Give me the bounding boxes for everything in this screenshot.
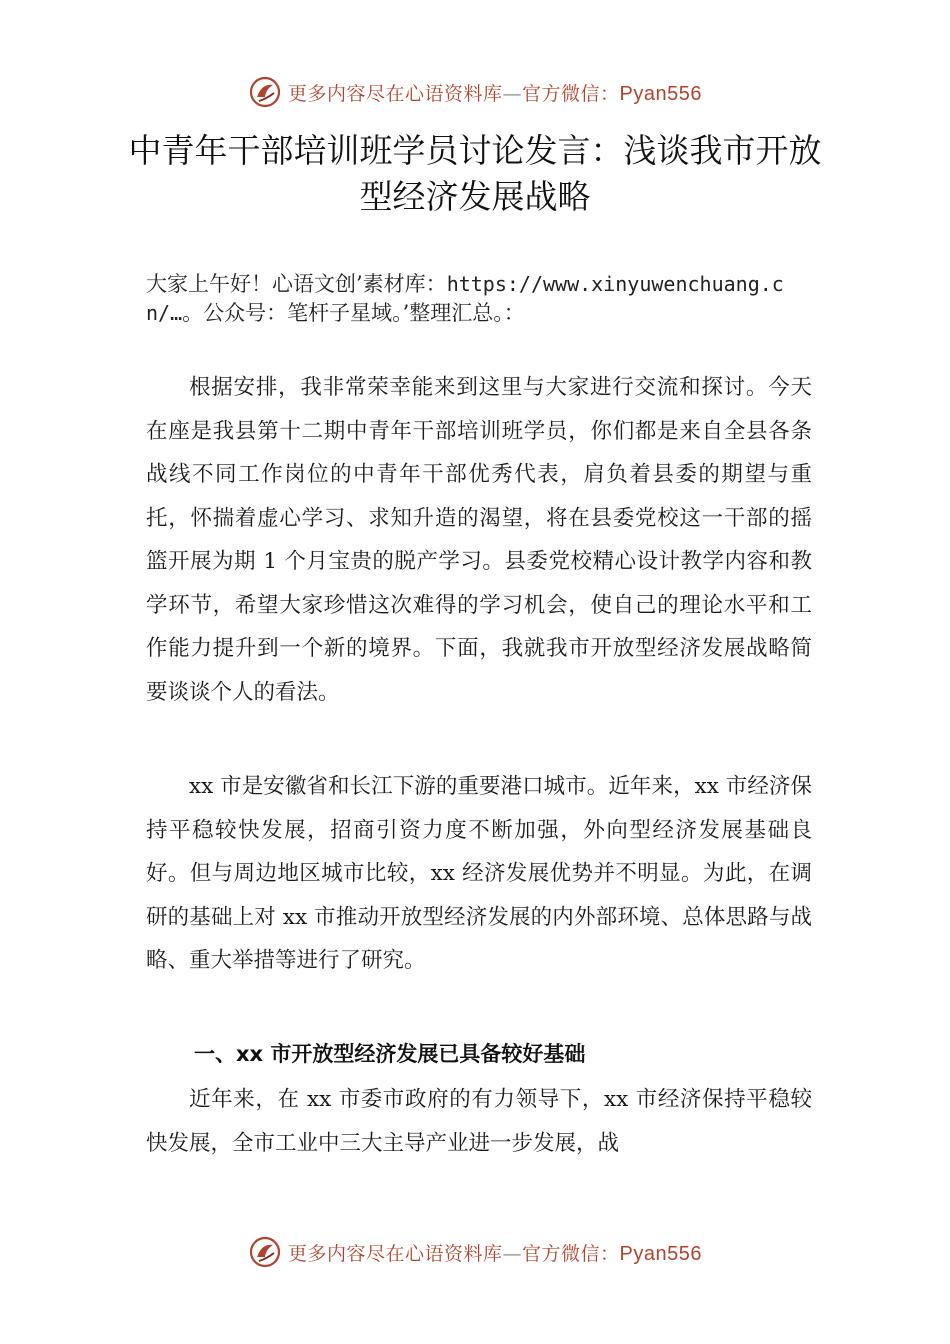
watermark-id: Pyan556 <box>619 82 702 105</box>
watermark-main: 更多内容尽在心语资料库 <box>288 1242 503 1265</box>
logo-icon <box>248 75 282 109</box>
watermark-dash: — <box>502 1242 523 1265</box>
intro-rest: 。公众号：笔杆子星域。’整理汇总。： <box>182 301 525 325</box>
paragraph-3: 近年来，在 xx 市委市政府的有力领导下，xx 市经济保持平稳较快发展，全市工业中三大主导产业进一步发展，战 <box>146 1087 812 1156</box>
intro-line <box>146 270 836 328</box>
watermark-dash: — <box>502 82 523 105</box>
section-heading-1: 一、xx 市开放型经济发展已具备较好基础 <box>194 1042 586 1066</box>
watermark-wechat: 官方微信： <box>522 1242 620 1265</box>
logo-icon <box>248 1235 282 1269</box>
document-title: 中青年干部培训班学员讨论发言：浅谈我市开放型经济发展战略 <box>128 131 822 216</box>
watermark-main: 更多内容尽在心语资料库 <box>288 82 503 105</box>
watermark-wechat: 官方微信： <box>522 82 620 105</box>
watermark-text <box>288 1239 702 1266</box>
intro-greeting: 大家上午好！心语文创’素材库： <box>146 272 447 296</box>
paragraph-2: xx 市是安徽省和长江下游的重要港口城市。近年来，xx 市经济保持平稳较快发展，招商引资力度不断加强，外向型经济发展基础良好。但与周边地区城市比较，xx 经济发展优势并不明显。为此，在调研的基础上对 xx 市推动开放型经济发展的内外部环境、总体思路与战略、重大举措等进行了研究。 <box>146 774 812 973</box>
watermark-id: Pyan556 <box>619 1242 702 1265</box>
header-watermark <box>0 72 950 112</box>
intro-url: https://www.xinyuwenchuang.cn/… <box>146 272 784 325</box>
footer-watermark <box>0 1232 950 1272</box>
watermark-text <box>288 79 702 106</box>
paragraph-1: 根据安排，我非常荣幸能来到这里与大家进行交流和探讨。今天在座是我县第十二期中青年干部培训班学员，你们都是来自全县各条战线不同工作岗位的中青年干部优秀代表，肩负着县委的期望与重托，怀揣着虚心学习、求知升造的渴望，将在县委党校这一干部的摇篮开展为期 1 个月宝贵的脱产学习。县委党校精心设计教学内容和教学环节，希望大家珍惜这次难得的学习机会，使自己的理论水平和工作能力提升到一个新的境界。下面，我就我市开放型经济发展战略简要谈谈个人的看法。 <box>146 375 812 705</box>
